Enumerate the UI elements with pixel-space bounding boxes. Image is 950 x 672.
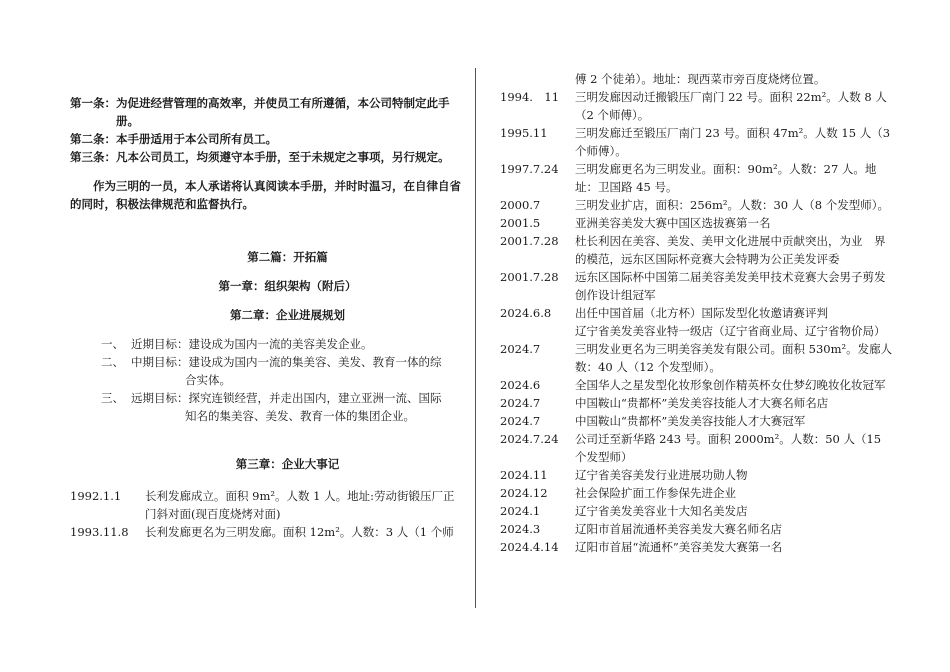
goal-item xyxy=(101,353,465,371)
article-label: 第一条： xyxy=(70,96,116,110)
event-row xyxy=(70,523,465,541)
event-date: 2001.5 xyxy=(500,216,541,230)
event-date: 2000.7 xyxy=(500,198,541,212)
event-text: 长利发廊成立。面积 9m²。人数 1 人。地址:劳动街锻压厂正门斜对面(现百度烧烤对面) xyxy=(145,489,455,521)
article-label: 第二条： xyxy=(70,132,116,146)
event-date: 1993.11.8 xyxy=(70,525,129,539)
event-text: 亚洲美容美发大赛中国区选拔赛第一名 xyxy=(575,216,771,230)
event-text: 社会保险扩面工作参保先进企业 xyxy=(575,486,736,500)
event-row xyxy=(500,124,895,160)
event-text: 杜长利因在美容、美发、美甲文化进展中贡献突出，为业 界 xyxy=(575,234,886,248)
event-date: 1992.1.1 xyxy=(70,489,122,503)
event-text: 辽宁省美容美发行业进展功勋人物 xyxy=(575,468,748,482)
event-date: 1995.11 xyxy=(500,126,548,140)
event-text: 长利发廊更名为三明发廊。面积 12m²。人数：3 人（1 个师 xyxy=(145,525,454,539)
event-row xyxy=(500,340,895,376)
event-row xyxy=(500,304,895,322)
event-row xyxy=(500,196,895,214)
event-date: 1997.7.24 xyxy=(500,162,559,176)
event-date: 2024.1 xyxy=(500,504,541,518)
chapter-3-title: 第三章：企业大事记 xyxy=(235,457,340,471)
event-text: 辽宁省美发美容业十大知名美发店 xyxy=(575,504,748,518)
event-row xyxy=(500,250,895,268)
event-date: 1994. 11 xyxy=(500,90,560,104)
event-text: 三明发业扩店，面积：256m²。人数：30 人（8 个发型师）。 xyxy=(575,198,889,212)
article-text: 为促进经营管理的高效率，并使员工有所遵循，本公司特制定此手册。 xyxy=(116,96,450,128)
goal-continuation: 合实体。 xyxy=(185,373,231,387)
event-text: 辽阳市首届“流通杯”美容美发大赛第一名 xyxy=(575,540,783,554)
article-label: 第三条： xyxy=(70,150,116,164)
event-date: 2024.3 xyxy=(500,522,541,536)
column-divider xyxy=(475,68,476,608)
goal-item xyxy=(101,389,465,407)
goal-number: 二、 xyxy=(101,355,124,369)
goal-text: 远期目标：探究连锁经营，并走出国内，建立亚洲一流、国际 xyxy=(131,391,442,405)
event-text: 的模范，远东区国际杯竞赛大会特聘为公正美发评委 xyxy=(575,252,840,266)
goal-continuation: 知名的集美容、美发、教育一体的集团企业。 xyxy=(185,409,415,423)
event-date xyxy=(500,250,575,268)
events-list xyxy=(70,487,465,541)
event-text: 三明发廊更名为三明发业。面积：90m²。人数：27 人。地址：卫国路 45 号。 xyxy=(575,162,877,194)
event-row xyxy=(500,466,895,484)
pledge-paragraph: 作为三明的一员，本人承诺将认真阅读本手册，并时时温习，在自律自省的同时，积极法律规范和监督执行。 xyxy=(70,179,461,211)
event-date: 2024.7 xyxy=(500,396,541,410)
event-date: 2024.12 xyxy=(500,486,548,500)
event-row xyxy=(500,160,895,196)
event-row xyxy=(500,214,895,232)
article-2 xyxy=(70,130,465,148)
event-row xyxy=(500,88,895,124)
event-date: 2001.7.28 xyxy=(500,234,559,248)
event-date: 2024.11 xyxy=(500,468,548,482)
event-text: 三明发廊迁至锻压厂南门 23 号。面积 47m²。人数 15 人（3 个师傅）。 xyxy=(575,126,891,158)
goal-text: 中期目标：建设成为国内一流的集美容、美发、教育一体的综 xyxy=(131,355,442,369)
event-text: 远东区国际杯中国第二届美容美发美甲技术竞赛大会男子剪发创作设计组冠军 xyxy=(575,270,886,302)
event-text: 中国鞍山“贵都杯”美发美容技能人才大赛名师名店 xyxy=(575,396,829,410)
event-row xyxy=(500,520,895,538)
event-row xyxy=(500,430,895,466)
event-date: 2024.7 xyxy=(500,414,541,428)
event-date: 2001.7.28 xyxy=(500,270,559,284)
event-row xyxy=(500,484,895,502)
event-date: 2024.6 xyxy=(500,378,541,392)
event-row xyxy=(500,268,895,304)
event-row xyxy=(500,394,895,412)
event-text: 三明发业更名为三明美容美发有限公司。面积 530m²。发廊人数：40 人（12 个发型师）。 xyxy=(575,342,893,374)
event-row xyxy=(70,487,465,523)
event-date: 2024.7 xyxy=(500,342,541,356)
event-row xyxy=(500,232,895,250)
article-3 xyxy=(70,148,465,166)
event-text: 公司迁至新华路 243 号。面积 2000m²。人数：50 人（15 个发型师） xyxy=(575,432,882,464)
event-date: 2024.6.8 xyxy=(500,306,552,320)
chapter-2-title: 第二章：企业进展规划 xyxy=(230,308,345,322)
article-text: 本手册适用于本公司所有员工。 xyxy=(116,132,277,146)
event-text: 全国华人之星发型化妆形象创作精英杯女仕梦幻晚妆化妆冠军 xyxy=(575,378,886,392)
article-1 xyxy=(70,94,465,130)
goals-list xyxy=(70,335,465,425)
event-text: 三明发廊因动迁搬锻压厂南门 22 号。面积 22m²。人数 8 人（2 个师傅）。 xyxy=(575,90,887,122)
event-date: 2024.4.14 xyxy=(500,540,559,554)
event-date: 2024.7.24 xyxy=(500,432,559,446)
continued-line: 傅 2 个徒弟）。地址：现西菜市旁百度烧烤位置。 xyxy=(575,72,826,86)
left-column xyxy=(70,94,465,541)
goal-number: 三、 xyxy=(101,391,124,405)
goal-text: 近期目标：建设成为国内一流的美容美发企业。 xyxy=(131,337,373,351)
event-row xyxy=(500,412,895,430)
article-text: 凡本公司员工，均须遵守本手册，至于未规定之事项，另行规定。 xyxy=(116,150,450,164)
event-row xyxy=(500,502,895,520)
event-text: 辽阳市首届流通杯美容美发大赛名师名店 xyxy=(575,522,782,536)
goal-number: 一、 xyxy=(101,337,124,351)
right-column xyxy=(500,70,895,556)
event-text: 出任中国首届（北方杯）国际发型化妆邀请赛评判 xyxy=(575,306,828,320)
chapter-1-title: 第一章：组织架构（附后） xyxy=(218,279,357,293)
event-row xyxy=(500,538,895,556)
event-text: 中国鞍山“贵都杯”美发美容技能人才大赛冠军 xyxy=(575,414,806,428)
goal-item xyxy=(101,335,465,353)
full-width-line: 辽宁省美发美容业特一级店（辽宁省商业局、辽宁省物价局） xyxy=(575,324,886,338)
part-title: 第二篇：开拓篇 xyxy=(247,250,328,264)
event-row xyxy=(500,376,895,394)
